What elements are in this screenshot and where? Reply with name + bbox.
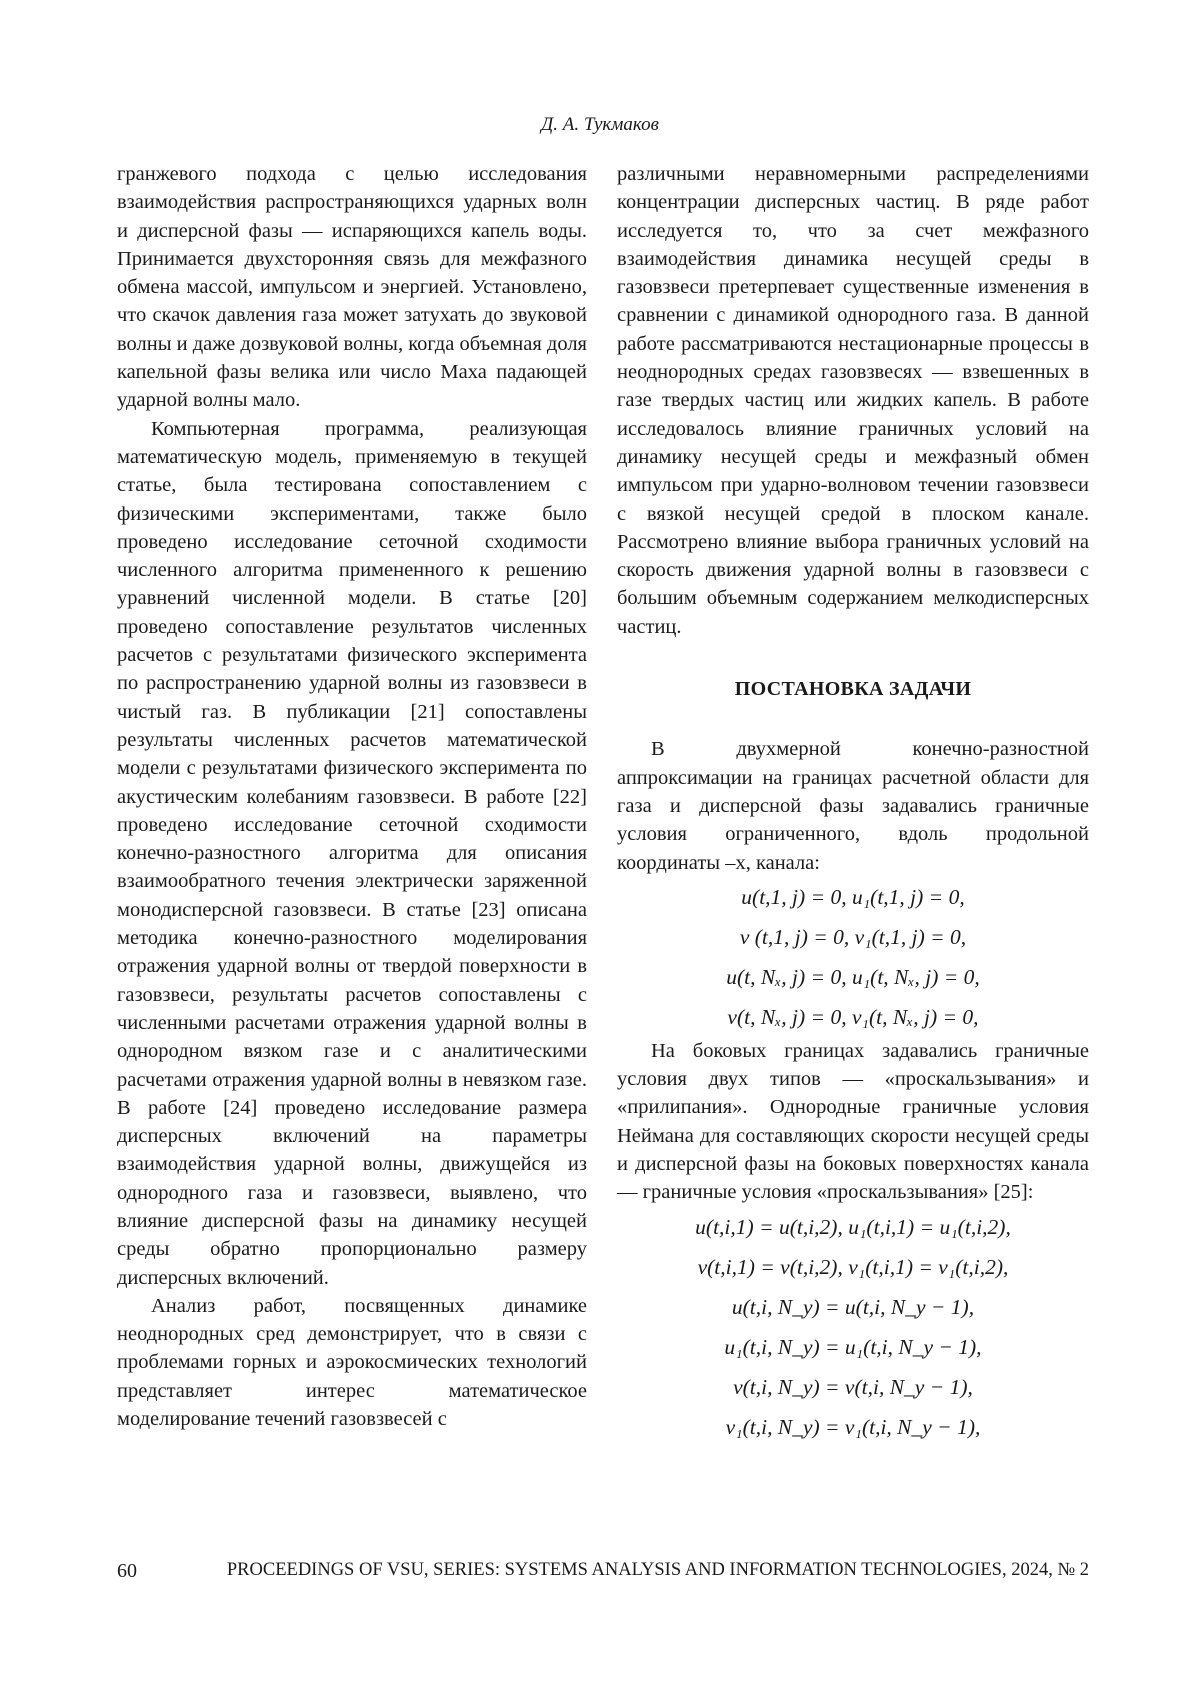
paragraph: В двухмерной конечно-разностной аппроксимации на границах расчетной области для газа и дисперсной фазы задавались граничные условия ограниченного, вдоль продольной координаты –x, канала: — [617, 738, 1089, 874]
page-footer — [117, 1560, 1089, 1583]
formula: u(t,i, N_y) = u(t,i, N_y − 1), — [731, 1294, 975, 1319]
paragraph: различными неравномерными распределениями концентрации дисперсных частиц. В ряде работ исследуется то, что за счет межфазного взаимодействия динамика несущей среды в газовзвеси претерпевает существенные изменения в сравнении с динамикой однородного газа. В данной работе рассматриваются нестационарные процессы в неоднородных средах газовзвесях — взвешенных в газе твердых частиц или жидких капель. В работе исследовалось влияние граничных условий на динамику несущей среды и межфазный обмен импульсом при ударно-волновом течении газовзвеси с вязкой несущей средой в плоском канале. Рассмотрено влияние выбора граничных условий на скорость движения ударной волны в газовзвеси с большим объемным содержанием мелкодисперсных частиц. — [617, 163, 1089, 638]
left-column — [117, 160, 587, 1433]
paragraph: Компьютерная программа, реализующая математическую модель, применяемую в текущей статье, была тестирована сопоставлением с физическими экспериментами, также было проведено исследование сеточной сходимости численного алгоритма примененного к решению уравнений численной модели. В статье [20] проведено сопоставление результатов численных расчетов с результатами физического эксперимента по распространению ударной волны из газовзвеси в чистый газ. В публикации [21] сопоставлены результаты численных расчетов математической модели с результатами физического эксперимента по акустическим колебаниям газовзвеси. В работе [22] проведено исследование сеточной сходимости конечно-разностного алгоритма для описания взаимообратного течения электрически заряженной монодисперсной газовзвеси. В статье [23] описана методика конечно-разностного моделирования отражения ударной волны от твердой поверхности в газовзвеси, результаты расчетов сопоставлены с численными расчетами отражения ударной волны в однородном вязком газе и с аналитическими расчетами отражения ударной волны в невязком газе. В работе [24] проведено исследование размера дисперсных включений на параметры взаимодействия ударной волны, движущейся из однородного газа и газовзвеси, выявлено, что влияние дисперсной фазы на динамику несущей среды обратно пропорционально размеру дисперсных включений. — [117, 417, 587, 1289]
formula: u₁(t,i, N_y) = u₁(t,i, N_y − 1), — [724, 1334, 982, 1359]
formula: v₁(t,i, N_y) = v₁(t,i, N_y − 1), — [725, 1414, 981, 1439]
formula-block-boundary-x — [617, 877, 1089, 1037]
paragraph: Анализ работ, посвященных динамике неоднородных сред демонстрирует, что в связи с проблемами горных и аэрокосмических технологий представляет интерес математическое моделирование течений газовзвесей с — [117, 1294, 587, 1431]
right-column — [617, 160, 1089, 1447]
formula: v(t,i,1) = v(t,i,2), v₁(t,i,1) = v₁(t,i,2), — [697, 1254, 1009, 1279]
paragraph: На боковых границах задавались граничные условия двух типов — «проскальзывания» и «прилипания». Однородные граничные условия Неймана для составляющих скорости несущей среды и дисперсной фазы на боковых поверхностях канала — граничные условия «проскальзывания» [25]: — [617, 1039, 1089, 1204]
formula: u(t,i,1) = u(t,i,2), u₁(t,i,1) = u₁(t,i,2), — [695, 1214, 1011, 1239]
page-number: 60 — [117, 1560, 137, 1582]
formula: u(t, Nₓ, j) = 0, u₁(t, Nₓ, j) = 0, — [726, 964, 980, 989]
paragraph: гранжевого подхода с целью исследования взаимодействия распространяющихся ударных волн и дисперсной фазы — испаряющихся капель воды. Принимается двухсторонняя связь для межфазного обмена массой, импульсом и энергией. Установлено, что скачок давления газа может затухать до звуковой волны и даже дозвуковой волны, когда объемная доля капельной фазы велика или число Маха падающей ударной волны мало. — [117, 163, 587, 412]
journal-title: PROCEEDINGS OF VSU, SERIES: SYSTEMS ANALYSIS AND INFORMATION TECHNOLOGIES, 2024, № 2 — [226, 1560, 1089, 1580]
formula-block-boundary-y — [617, 1207, 1089, 1447]
formula: u(t,1, j) = 0, u₁(t,1, j) = 0, — [741, 884, 965, 909]
formula: v(t, Nₓ, j) = 0, v₁(t, Nₓ, j) = 0, — [727, 1004, 979, 1029]
section-title: ПОСТАНОВКА ЗАДАЧИ — [734, 678, 972, 701]
running-header-author: Д. А. Тукмаков — [541, 114, 659, 135]
formula: v(t,i, N_y) = v(t,i, N_y − 1), — [733, 1374, 973, 1399]
formula: v (t,1, j) = 0, v₁(t,1, j) = 0, — [739, 924, 967, 949]
